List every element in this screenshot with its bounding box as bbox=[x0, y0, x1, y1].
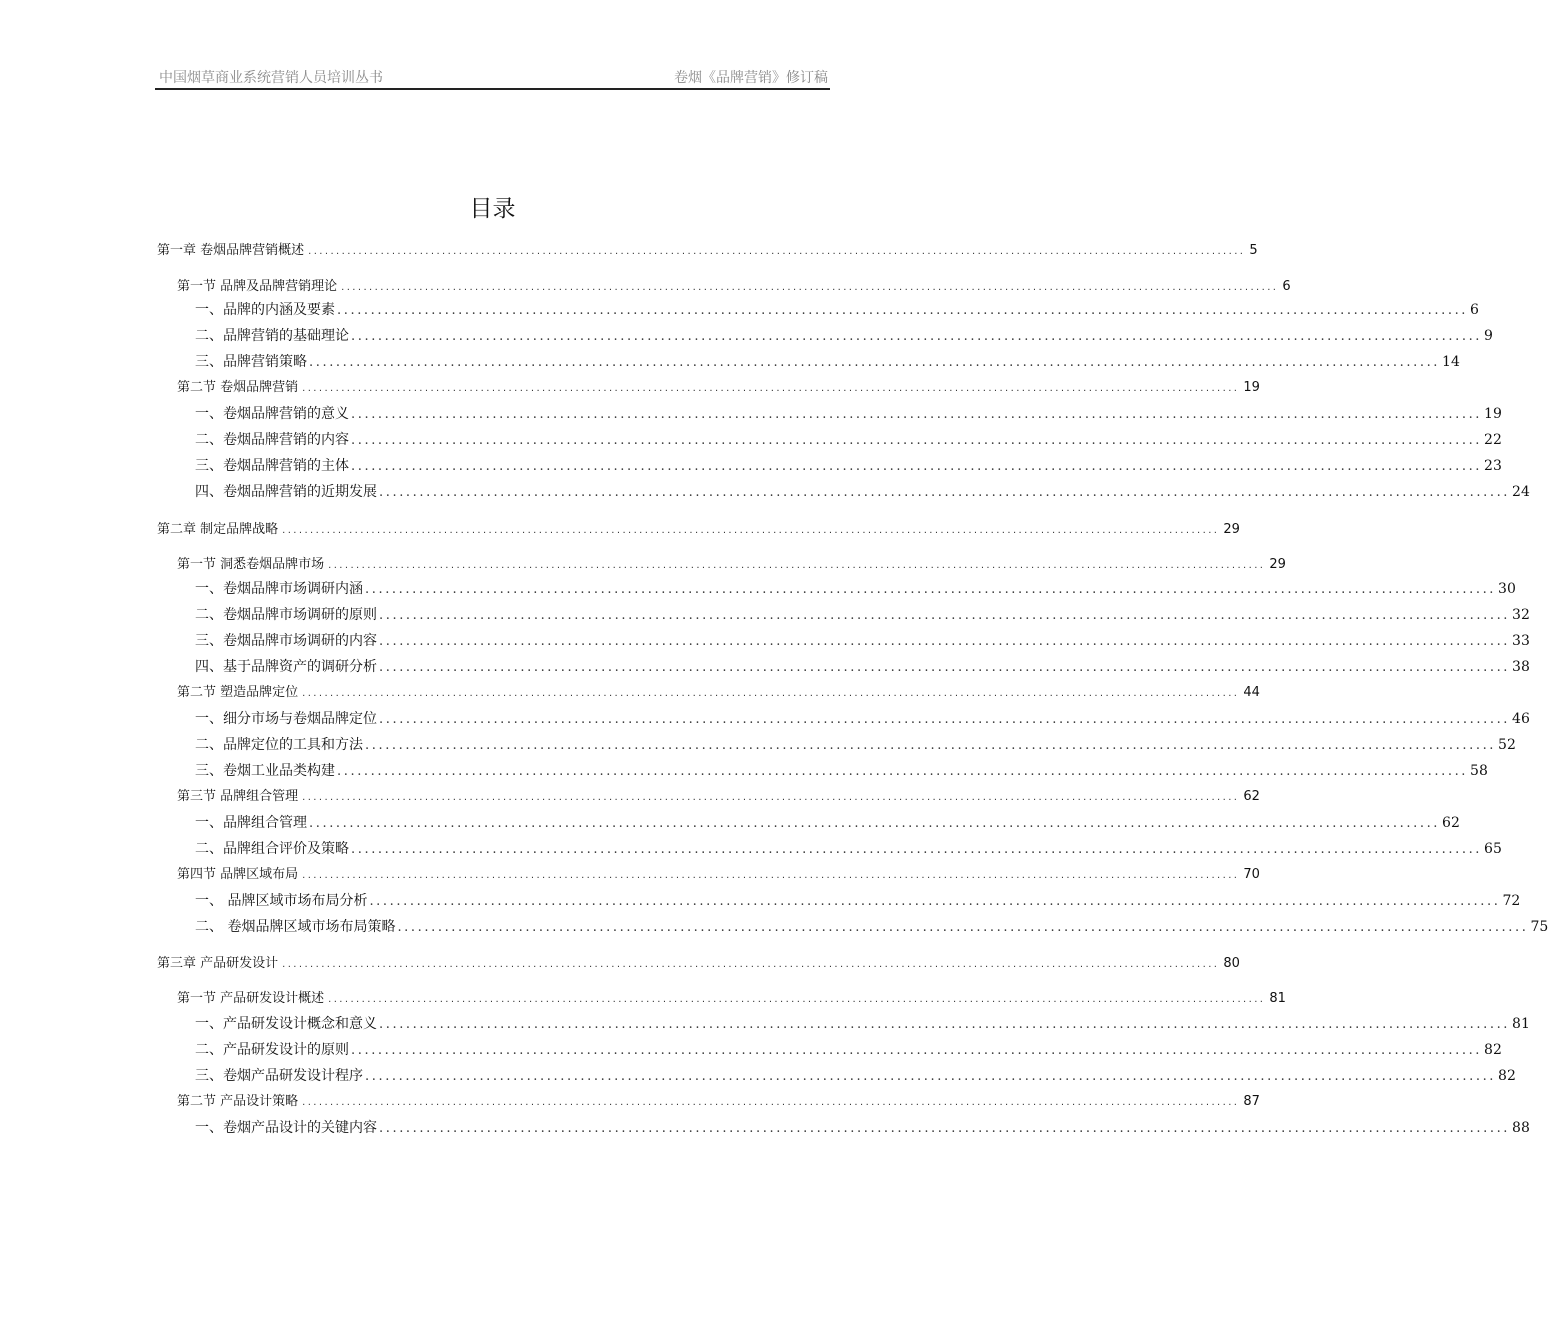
dot-leader: ........................................................................................................................................................................ bbox=[328, 994, 1266, 1005]
toc-entry-label: 一、品牌组合管理 bbox=[195, 815, 307, 831]
toc-entry-label: 第二节 塑造品牌定位 bbox=[177, 685, 299, 700]
toc-entry-label: 二、卷烟品牌市场调研的原则 bbox=[195, 607, 377, 623]
toc-entry-page-number: 29 bbox=[1269, 557, 1286, 572]
toc-entry-label: 一、细分市场与卷烟品牌定位 bbox=[195, 711, 377, 727]
header-book-title: 卷烟《品牌营销》修订稿 bbox=[674, 70, 828, 86]
toc-entry-page-number: 30 bbox=[1498, 581, 1516, 597]
toc-entry-label: 第一章 卷烟品牌营销概述 bbox=[157, 243, 305, 258]
toc-entry-page-number: 81 bbox=[1512, 1016, 1530, 1032]
toc-item-entry[interactable] bbox=[195, 891, 1521, 911]
toc-section-entry[interactable] bbox=[177, 1092, 1260, 1112]
toc-entry-label: 二、品牌营销的基础理论 bbox=[195, 328, 349, 344]
toc-entry-label: 第二节 产品设计策略 bbox=[177, 1094, 299, 1109]
toc-item-entry[interactable] bbox=[195, 300, 1479, 320]
toc-entry-label: 四、基于品牌资产的调研分析 bbox=[195, 659, 377, 675]
toc-entry-label: 二、卷烟品牌营销的内容 bbox=[195, 432, 349, 448]
dot-leader: ........................................................................................................................................................................ bbox=[365, 738, 1497, 753]
dot-leader: ........................................................................................................................................................................ bbox=[397, 920, 1529, 935]
toc-item-entry[interactable] bbox=[195, 352, 1460, 372]
page-title: 目录 bbox=[469, 196, 516, 222]
toc-entry-label: 一、 品牌区域市场布局分析 bbox=[195, 893, 368, 909]
toc-item-entry[interactable] bbox=[195, 709, 1530, 729]
toc-item-entry[interactable] bbox=[195, 404, 1502, 424]
dot-leader: ........................................................................................................................................................................ bbox=[379, 634, 1511, 649]
toc-entry-page-number: 82 bbox=[1498, 1068, 1516, 1084]
toc-item-entry[interactable] bbox=[195, 579, 1516, 599]
toc-entry-page-number: 72 bbox=[1502, 893, 1521, 909]
dot-leader: ........................................................................................................................................................................ bbox=[341, 282, 1279, 293]
toc-item-entry[interactable] bbox=[195, 1014, 1530, 1034]
dot-leader: ........................................................................................................................................................................ bbox=[302, 792, 1240, 803]
toc-entry-page-number: 38 bbox=[1512, 659, 1530, 675]
toc-chapter-entry[interactable] bbox=[157, 520, 1240, 540]
toc-entry-label: 一、卷烟品牌营销的意义 bbox=[195, 406, 349, 422]
toc-entry-label: 三、品牌营销策略 bbox=[195, 354, 307, 370]
toc-item-entry[interactable] bbox=[195, 657, 1530, 677]
toc-entry-page-number: 75 bbox=[1530, 919, 1548, 935]
toc-entry-label: 三、卷烟品牌市场调研的内容 bbox=[195, 633, 377, 649]
dot-leader: ........................................................................................................................................................................ bbox=[351, 842, 1483, 857]
toc-entry-label: 三、卷烟品牌营销的主体 bbox=[195, 458, 349, 474]
toc-entry-page-number: 65 bbox=[1484, 841, 1502, 857]
dot-leader: ........................................................................................................................................................................ bbox=[302, 688, 1240, 699]
toc-entry-label: 三、卷烟工业品类构建 bbox=[195, 763, 335, 779]
dot-leader: ........................................................................................................................................................................ bbox=[302, 870, 1240, 881]
dot-leader: ........................................................................................................................................................................ bbox=[379, 712, 1511, 727]
dot-leader: ........................................................................................................................................................................ bbox=[379, 1017, 1511, 1032]
toc-entry-page-number: 46 bbox=[1512, 711, 1530, 727]
toc-entry-label: 四、卷烟品牌营销的近期发展 bbox=[195, 484, 377, 500]
dot-leader: ........................................................................................................................................................................ bbox=[365, 1069, 1497, 1084]
toc-entry-label: 第三节 品牌组合管理 bbox=[177, 789, 299, 804]
toc-entry-page-number: 58 bbox=[1470, 763, 1488, 779]
toc-entry-label: 第四节 品牌区域布局 bbox=[177, 867, 299, 882]
header-series-title: 中国烟草商业系统营销人员培训丛书 bbox=[159, 70, 383, 86]
toc-entry-page-number: 81 bbox=[1269, 991, 1286, 1006]
toc-item-entry[interactable] bbox=[195, 813, 1460, 833]
toc-section-entry[interactable] bbox=[177, 989, 1286, 1009]
dot-leader: ........................................................................................................................................................................ bbox=[351, 1043, 1483, 1058]
toc-entry-label: 第一节 品牌及品牌营销理论 bbox=[177, 279, 338, 294]
toc-entry-page-number: 5 bbox=[1249, 243, 1258, 258]
dot-leader: ........................................................................................................................................................................ bbox=[282, 525, 1220, 536]
toc-entry-page-number: 82 bbox=[1484, 1042, 1502, 1058]
toc-entry-page-number: 62 bbox=[1243, 789, 1260, 804]
dot-leader: ........................................................................................................................................................................ bbox=[308, 246, 1246, 257]
dot-leader: ........................................................................................................................................................................ bbox=[351, 433, 1483, 448]
toc-entry-page-number: 32 bbox=[1512, 607, 1530, 623]
toc-entry-label: 二、 卷烟品牌区域市场布局策略 bbox=[195, 919, 396, 935]
toc-entry-page-number: 80 bbox=[1223, 956, 1240, 971]
dot-leader: ........................................................................................................................................................................ bbox=[369, 894, 1501, 909]
toc-entry-label: 二、产品研发设计的原则 bbox=[195, 1042, 349, 1058]
toc-entry-page-number: 62 bbox=[1442, 815, 1460, 831]
dot-leader: ........................................................................................................................................................................ bbox=[309, 355, 1441, 370]
dot-leader: ........................................................................................................................................................................ bbox=[302, 383, 1240, 394]
dot-leader: ........................................................................................................................................................................ bbox=[302, 1097, 1240, 1108]
toc-entry-label: 一、品牌的内涵及要素 bbox=[195, 302, 335, 318]
toc-item-entry[interactable] bbox=[195, 605, 1530, 625]
toc-item-entry[interactable] bbox=[195, 1066, 1516, 1086]
dot-leader: ........................................................................................................................................................................ bbox=[282, 959, 1220, 970]
toc-item-entry[interactable] bbox=[195, 1118, 1530, 1138]
toc-entry-label: 三、卷烟产品研发设计程序 bbox=[195, 1068, 363, 1084]
toc-entry-page-number: 14 bbox=[1442, 354, 1460, 370]
toc-entry-page-number: 52 bbox=[1498, 737, 1516, 753]
toc-entry-label: 一、产品研发设计概念和意义 bbox=[195, 1016, 377, 1032]
toc-item-entry[interactable] bbox=[195, 631, 1530, 651]
toc-entry-label: 一、卷烟产品设计的关键内容 bbox=[195, 1120, 377, 1136]
toc-item-entry[interactable] bbox=[195, 917, 1548, 937]
toc-chapter-entry[interactable] bbox=[157, 241, 1258, 261]
toc-item-entry[interactable] bbox=[195, 761, 1488, 781]
toc-entry-label: 第一节 产品研发设计概述 bbox=[177, 991, 325, 1006]
toc-entry-page-number: 88 bbox=[1512, 1120, 1530, 1136]
dot-leader: ........................................................................................................................................................................ bbox=[379, 660, 1511, 675]
toc-entry-page-number: 19 bbox=[1243, 380, 1260, 395]
toc-entry-page-number: 24 bbox=[1512, 484, 1530, 500]
toc-entry-label: 第一节 洞悉卷烟品牌市场 bbox=[177, 557, 325, 572]
toc-entry-page-number: 22 bbox=[1484, 432, 1502, 448]
dot-leader: ........................................................................................................................................................................ bbox=[351, 329, 1483, 344]
dot-leader: ........................................................................................................................................................................ bbox=[351, 459, 1483, 474]
dot-leader: ........................................................................................................................................................................ bbox=[379, 485, 1511, 500]
toc-entry-page-number: 70 bbox=[1243, 867, 1260, 882]
toc-entry-page-number: 29 bbox=[1223, 522, 1240, 537]
toc-section-entry[interactable] bbox=[177, 555, 1286, 575]
toc-entry-page-number: 44 bbox=[1243, 685, 1260, 700]
dot-leader: ........................................................................................................................................................................ bbox=[337, 303, 1469, 318]
toc-section-entry[interactable] bbox=[177, 683, 1260, 703]
toc-section-entry[interactable] bbox=[177, 865, 1260, 885]
toc-item-entry[interactable] bbox=[195, 1040, 1502, 1060]
dot-leader: ........................................................................................................................................................................ bbox=[328, 560, 1266, 571]
toc-entry-page-number: 6 bbox=[1470, 302, 1479, 318]
toc-entry-page-number: 33 bbox=[1512, 633, 1530, 649]
toc-item-entry[interactable] bbox=[195, 735, 1516, 755]
toc-entry-page-number: 9 bbox=[1484, 328, 1493, 344]
toc-item-entry[interactable] bbox=[195, 430, 1502, 450]
toc-entry-page-number: 19 bbox=[1484, 406, 1502, 422]
toc-section-entry[interactable] bbox=[177, 378, 1260, 398]
dot-leader: ........................................................................................................................................................................ bbox=[337, 764, 1469, 779]
dot-leader: ........................................................................................................................................................................ bbox=[365, 582, 1497, 597]
toc-entry-label: 一、卷烟品牌市场调研内涵 bbox=[195, 581, 363, 597]
toc-entry-page-number: 23 bbox=[1484, 458, 1502, 474]
toc-section-entry[interactable] bbox=[177, 277, 1291, 297]
toc-entry-label: 第二节 卷烟品牌营销 bbox=[177, 380, 299, 395]
toc-item-entry[interactable] bbox=[195, 482, 1530, 502]
toc-item-entry[interactable] bbox=[195, 326, 1493, 346]
dot-leader: ........................................................................................................................................................................ bbox=[379, 608, 1511, 623]
dot-leader: ........................................................................................................................................................................ bbox=[309, 816, 1441, 831]
toc-entry-label: 第二章 制定品牌战略 bbox=[157, 522, 279, 537]
toc-chapter-entry[interactable] bbox=[157, 954, 1240, 974]
toc-item-entry[interactable] bbox=[195, 456, 1502, 476]
toc-entry-label: 第三章 产品研发设计 bbox=[157, 956, 279, 971]
toc-section-entry[interactable] bbox=[177, 787, 1260, 807]
toc-item-entry[interactable] bbox=[195, 839, 1502, 859]
dot-leader: ........................................................................................................................................................................ bbox=[379, 1121, 1511, 1136]
toc-entry-label: 二、品牌定位的工具和方法 bbox=[195, 737, 363, 753]
dot-leader: ........................................................................................................................................................................ bbox=[351, 407, 1483, 422]
toc-entry-label: 二、品牌组合评价及策略 bbox=[195, 841, 349, 857]
toc-entry-page-number: 87 bbox=[1243, 1094, 1260, 1109]
toc-entry-page-number: 6 bbox=[1282, 279, 1291, 294]
